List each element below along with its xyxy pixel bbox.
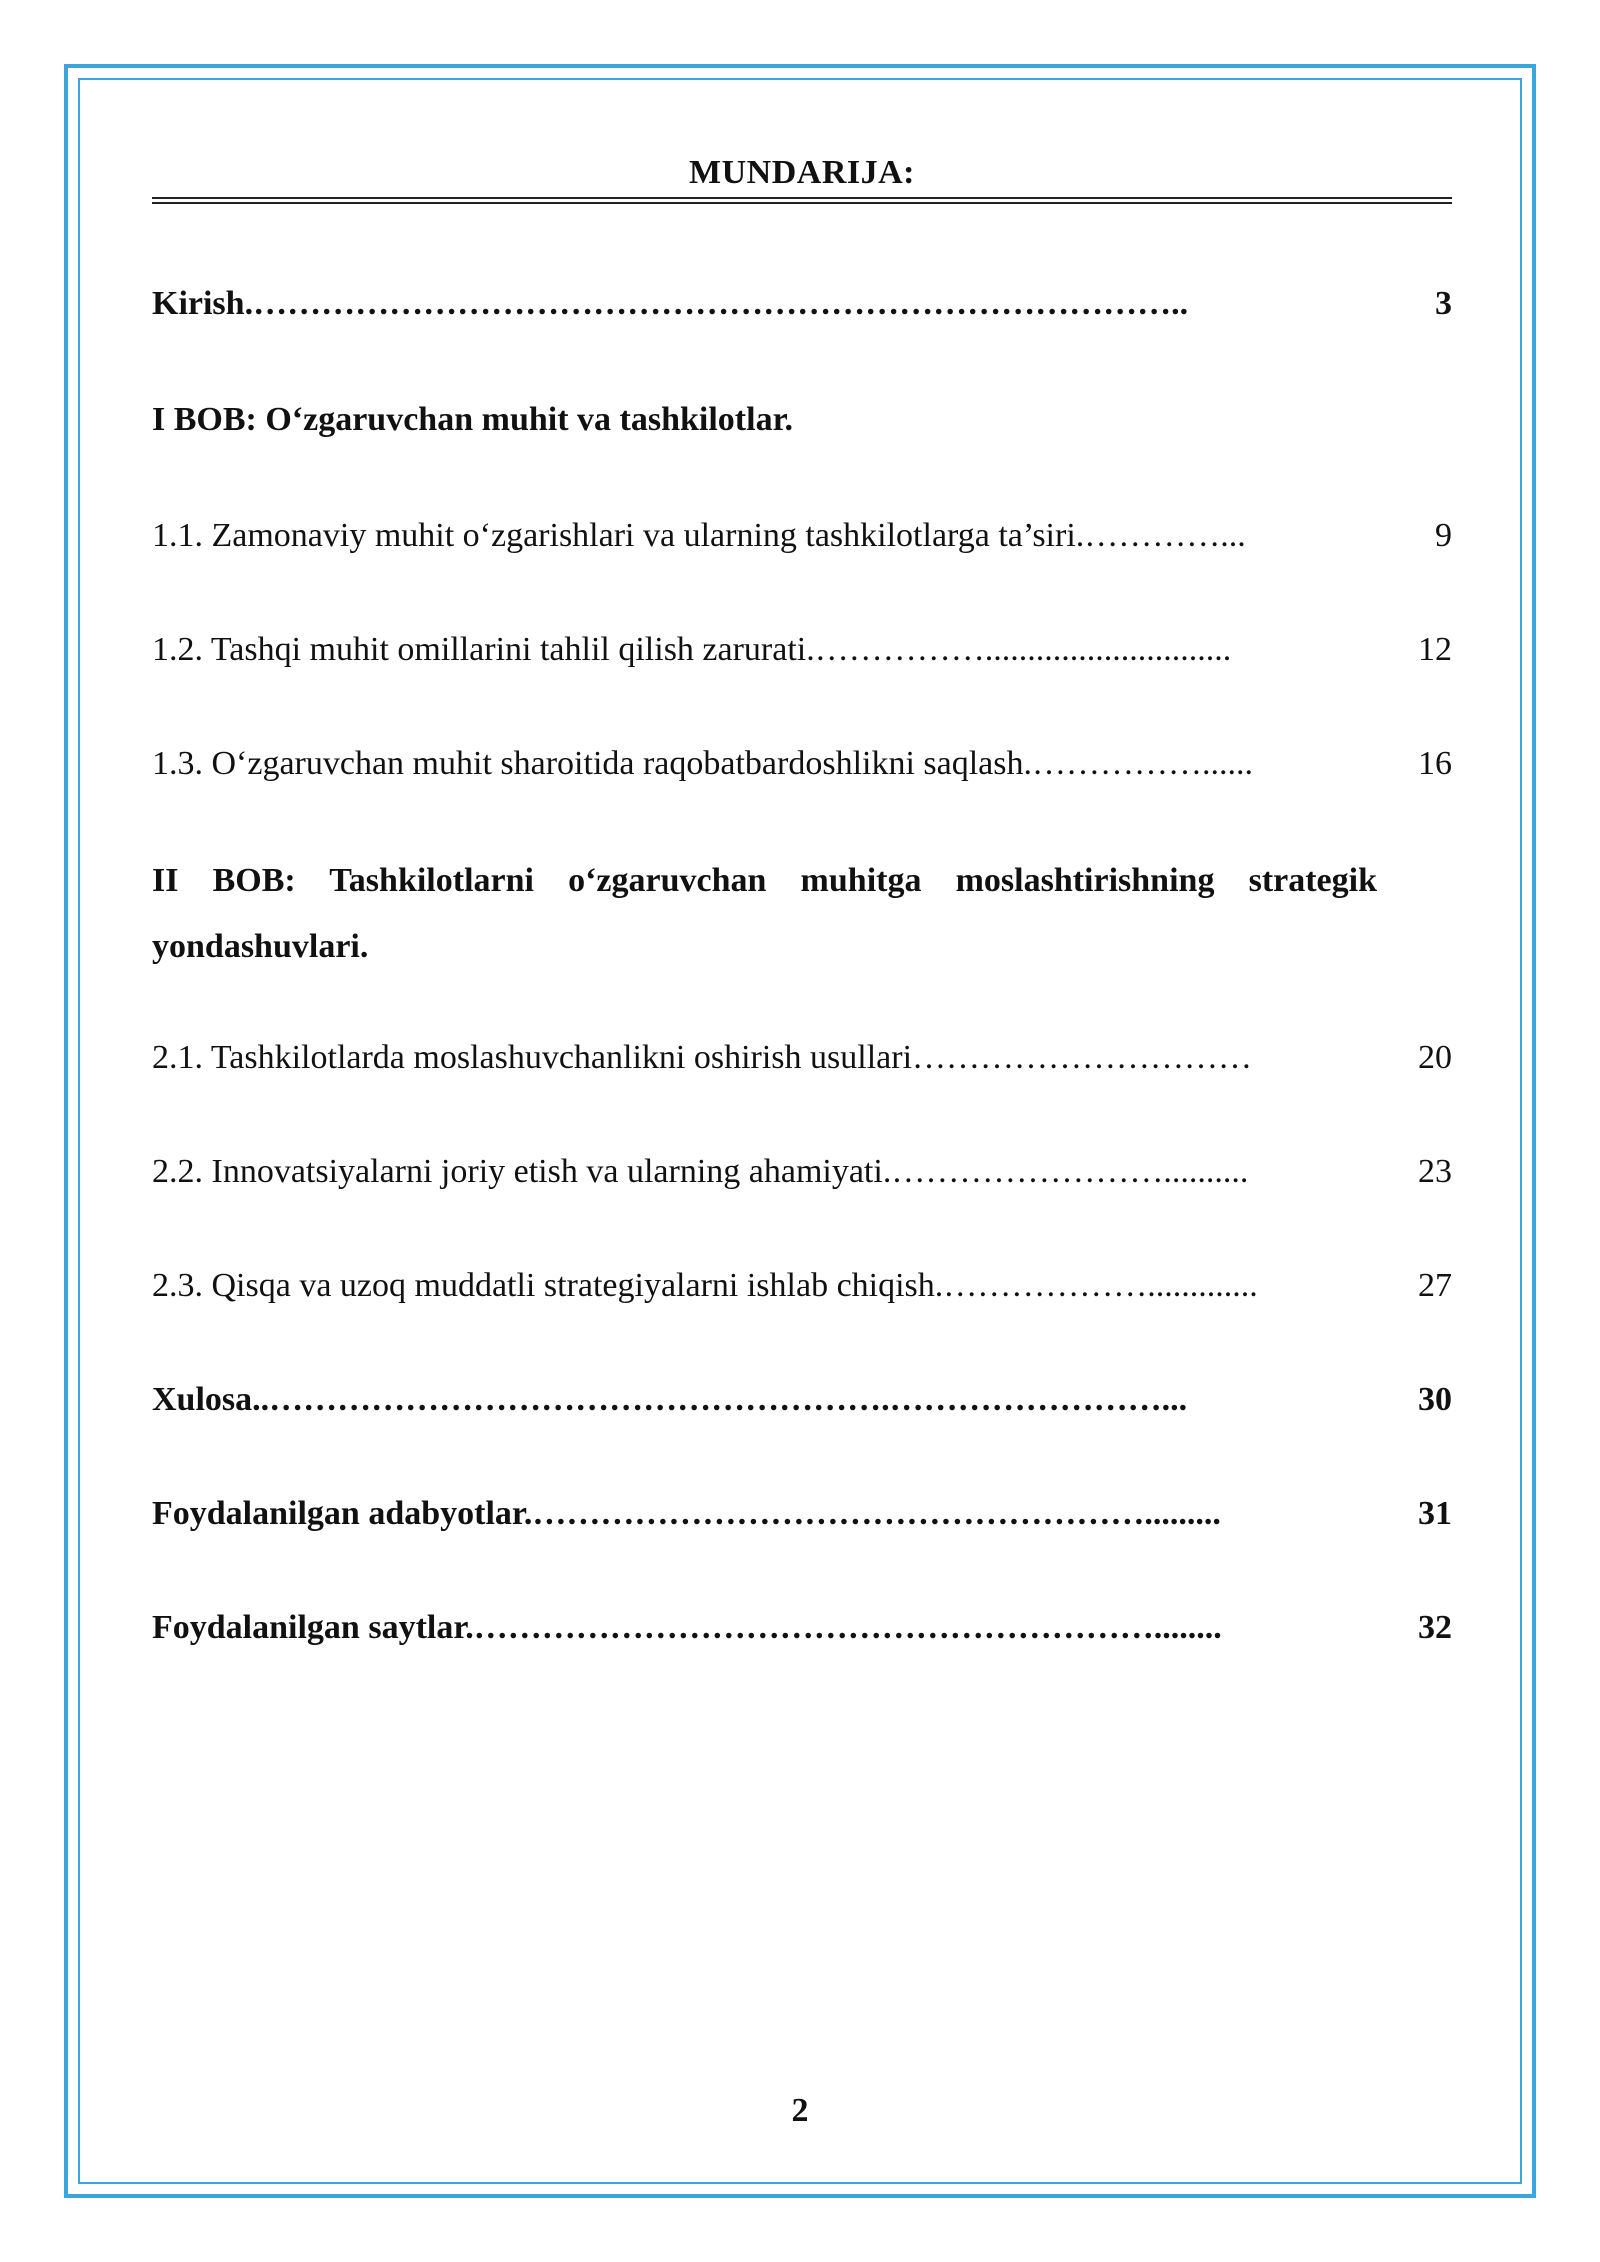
toc-entry-page: 16 xyxy=(1418,745,1452,782)
toc-entry-literature[interactable] xyxy=(152,1492,1452,1536)
toc-entry-page: 3 xyxy=(1435,285,1452,322)
toc-entry-label: 2.3. Qisqa va uzoq muddatli strategiyalarni ishlab chiqish.………………............. xyxy=(152,1267,1258,1304)
toc-entry-page: 12 xyxy=(1418,631,1452,668)
toc-entry-label: Foydalanilgan saytlar.……………………………………………………........ xyxy=(152,1609,1222,1646)
toc-chapter-2-heading[interactable]: II BOB: Tashkilotlarni o‘zgaruvchan muhitga moslashtirishning strategik yondashuvlari. xyxy=(152,862,1377,965)
toc-entry-2-3[interactable] xyxy=(152,1264,1452,1308)
toc-entry-page: 9 xyxy=(1435,517,1452,554)
toc-entry-sites[interactable] xyxy=(152,1606,1452,1650)
toc-entry-page: 23 xyxy=(1418,1153,1452,1190)
toc-entry-intro[interactable] xyxy=(152,282,1452,326)
toc-entry-2-1[interactable] xyxy=(152,1036,1452,1080)
toc-entry-1-1[interactable] xyxy=(152,514,1452,558)
toc-entry-label: 1.3. O‘zgaruvchan muhit sharoitida raqobatbardoshlikni saqlash.……………...... xyxy=(152,745,1253,782)
toc-entry-label: Foydalanilgan adabyotlar.………………………………………………......... xyxy=(152,1495,1221,1532)
toc-entry-label: 2.1. Tashkilotlarda moslashuvchanlikni oshirish usullari………………………… xyxy=(152,1039,1253,1076)
toc-entry-label: Xulosa..……………………………………………….……………………... xyxy=(152,1381,1188,1418)
toc-entry-1-3[interactable] xyxy=(152,742,1452,786)
toc-entry-conclusion[interactable] xyxy=(152,1378,1452,1422)
toc-chapter-1-heading[interactable]: I BOB: O‘zgaruvchan muhit va tashkilotlar. xyxy=(152,401,794,438)
toc-entry-page: 27 xyxy=(1418,1267,1452,1304)
toc-entry-page: 31 xyxy=(1418,1495,1452,1532)
title-double-rule xyxy=(152,197,1452,204)
toc-title: MUNDARIJA: xyxy=(689,154,915,191)
toc-entry-label: 2.2. Innovatsiyalarni joriy etish va ularning ahamiyati.…………………….......... xyxy=(152,1153,1249,1190)
toc-entry-2-2[interactable] xyxy=(152,1150,1452,1194)
toc-entry-page: 20 xyxy=(1418,1039,1452,1076)
toc-entry-page: 32 xyxy=(1418,1609,1452,1646)
page-border-inner xyxy=(78,78,1522,2184)
toc-entry-page: 30 xyxy=(1418,1381,1452,1418)
page-number: 2 xyxy=(791,2092,809,2129)
toc-entry-1-2[interactable] xyxy=(152,628,1452,672)
toc-entry-label: Kirish.……………………………………………………………………….. xyxy=(152,285,1189,322)
toc-entry-label: 1.1. Zamonaviy muhit o‘zgarishlari va ularning tashkilotlarga ta’siri.…………... xyxy=(152,517,1246,554)
toc-entry-label: 1.2. Tashqi muhit omillarini tahlil qilish zarurati.……………............................. xyxy=(152,631,1232,668)
